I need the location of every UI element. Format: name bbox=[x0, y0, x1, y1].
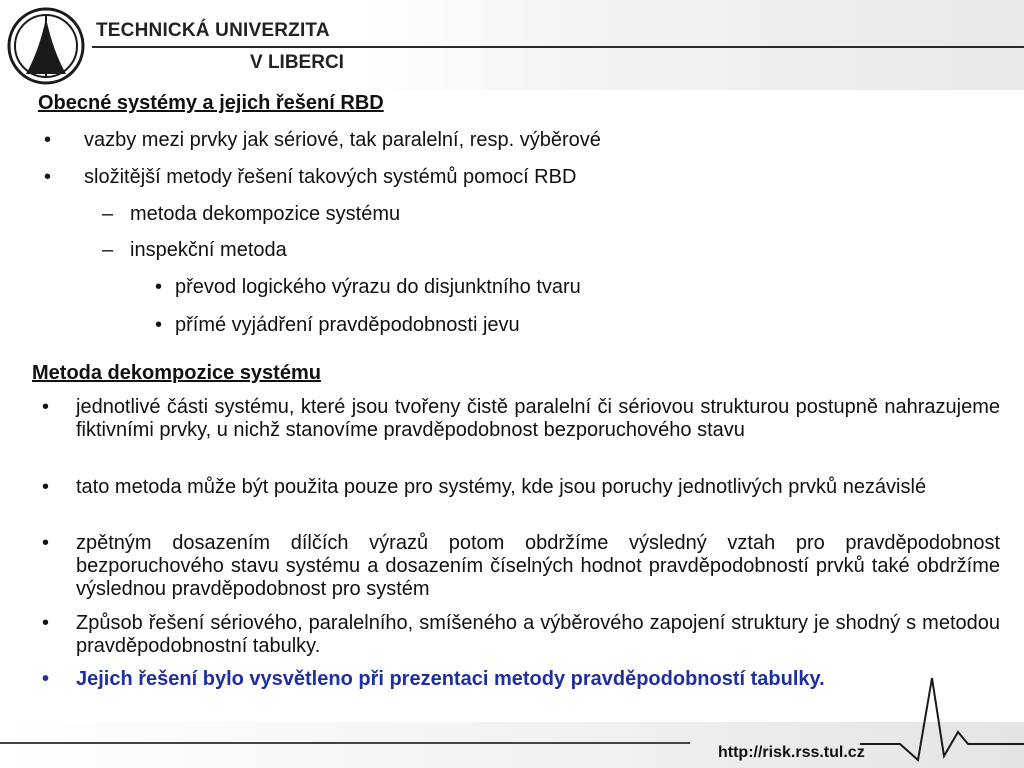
bullet-marker: • bbox=[42, 476, 50, 498]
list-item-text: vazby mezi prvky jak sériové, tak paralelní, resp. výběrové bbox=[84, 129, 601, 151]
list-item bbox=[42, 532, 1000, 601]
dash-marker: – bbox=[102, 203, 114, 225]
list-item bbox=[102, 238, 287, 262]
footer-url[interactable]: http://risk.rss.tul.cz bbox=[718, 744, 865, 761]
bullet-marker: • bbox=[42, 612, 50, 634]
list-item-text: Způsob řešení sériového, paralelního, smíšeného a výběrového zapojení struktury je shodný s metodou pravděpodobnostní tabulky. bbox=[76, 612, 1000, 657]
footer-divider bbox=[0, 742, 690, 744]
list-item-text: inspekční metoda bbox=[130, 239, 287, 261]
list-item bbox=[42, 476, 1000, 499]
list-item bbox=[44, 128, 601, 152]
header-band bbox=[0, 0, 1024, 90]
section2-title: Metoda dekompozice systému bbox=[32, 362, 321, 384]
bullet-marker: • bbox=[155, 314, 163, 336]
bullet-marker: • bbox=[44, 166, 52, 188]
bullet-marker: • bbox=[42, 396, 50, 418]
list-item-text: složitější metody řešení takových systémů pomocí RBD bbox=[84, 166, 577, 188]
bullet-marker: • bbox=[155, 276, 163, 298]
list-item-text: přímé vyjádření pravděpodobnosti jevu bbox=[175, 314, 520, 336]
list-item bbox=[155, 275, 581, 299]
list-item-text: zpětným dosazením dílčích výrazů potom obdržíme výsledný vztah pro pravděpodobnost bezporuchového stavu systému a dosazením číselných hodnot pravděpodobností prvků také obdržíme výslednou pravděpodobnost pro systém bbox=[76, 532, 1000, 600]
list-item-text: metoda dekompozice systému bbox=[130, 203, 401, 225]
list-item-text: Jejich řešení bylo vysvětleno při prezentaci metody pravděpodobností tabulky. bbox=[76, 668, 825, 690]
list-item bbox=[42, 396, 1000, 442]
footer-decoration bbox=[0, 640, 1024, 768]
list-item bbox=[44, 165, 577, 189]
bullet-marker: • bbox=[44, 129, 52, 151]
university-logo bbox=[6, 6, 86, 86]
bullet-marker: • bbox=[42, 532, 50, 554]
section1-title: Obecné systémy a jejich řešení RBD bbox=[38, 92, 384, 114]
dash-marker: – bbox=[102, 239, 114, 261]
university-name: TECHNICKÁ UNIVERZITA bbox=[96, 20, 330, 41]
list-item-text: převod logického výrazu do disjunktního tvaru bbox=[175, 276, 581, 298]
university-city: V LIBERCI bbox=[250, 52, 344, 73]
header-divider bbox=[92, 46, 1024, 48]
list-item-text: tato metoda může být použita pouze pro systémy, kde jsou poruchy jednotlivých prvků nezávislé bbox=[76, 476, 927, 498]
list-item bbox=[102, 202, 401, 226]
bullet-marker: • bbox=[42, 668, 50, 690]
list-item bbox=[155, 313, 520, 337]
list-item-text: jednotlivé části systému, které jsou tvořeny čistě paralelní či sériovou strukturou postupně nahrazujeme fiktivními prvky, u nichž stanovíme pravděpodobnost bezporuchového stavu bbox=[76, 396, 1000, 441]
